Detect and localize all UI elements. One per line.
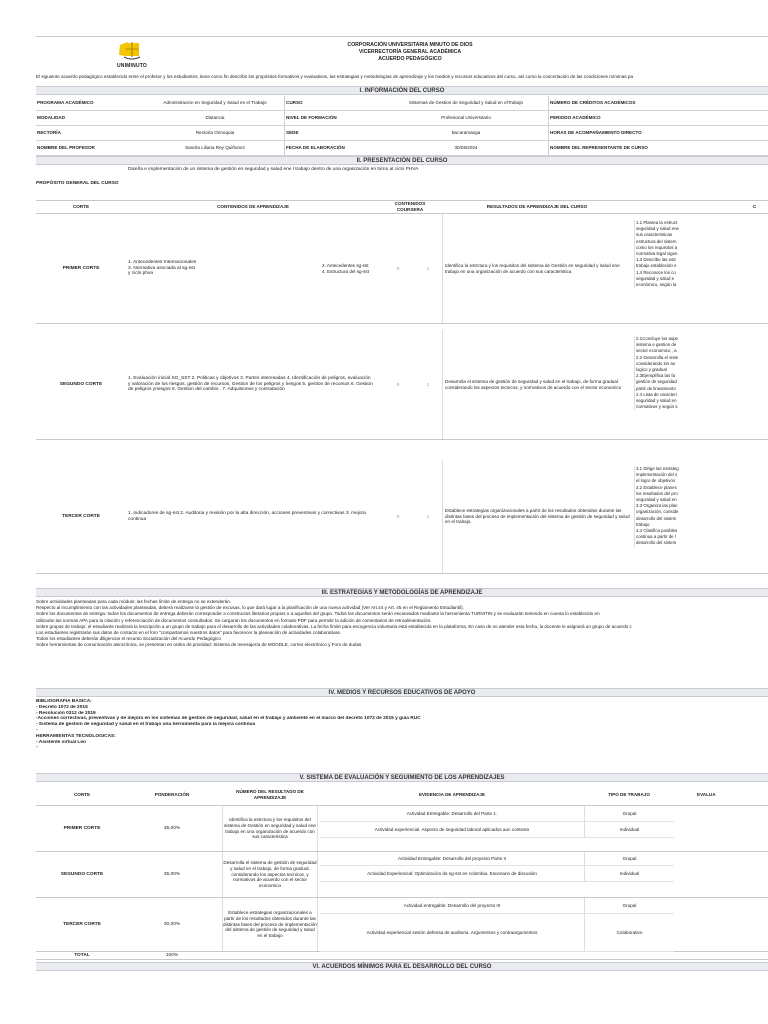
evaluation-row-3 [36,898,768,952]
criterio-line: 2.3Ejemplifica las fa [636,373,676,379]
corte-contenidos-2: 2. Antecedentes sg-sst 4. Estructura del sg-sst [322,262,369,274]
info-value: Administracion en Seguridad y Salud en el Trabajo [163,100,267,106]
col-coursera: CONTENIDOS COURSERA [394,201,426,212]
institution-header [180,42,640,63]
eval-evidencia: Actividad Entregable: Desarrollo del Parte 1. [320,806,584,822]
strategy-line: Sobre grupos de trabajo: el estudiante realizará la inscripción a un grupo de trabajo para el desarrollo de las actividades colaborativas. La fecha límite para escogencia voluntaria está establecida en la plataforma. En caso de no atender esta fecha, la docente le asignará un grupo de acuerdo c [36,623,632,629]
total-label: TOTAL [74,952,90,958]
strategy-line: Todos los estudiantes deberán diligenciar el recurso Socialización del Acuerdo Pedagógico [36,636,221,642]
evaluation-column-headers [36,784,768,806]
info-row-1 [36,96,768,111]
info-key: CURSO [284,96,384,110]
resource-line: BIBLIOGRAFÍA BÁSICA: [36,699,92,704]
eval-corte: SEGUNDO CORTE [60,871,104,877]
section-4-title: IV. MEDIOS Y RECURSOS EDUCATIVOS DE APOYO [36,688,768,697]
eval-tipo: Grupal [584,806,674,822]
resource-line: - [36,727,38,733]
evaluation-row-2 [36,852,768,898]
eval-tipo: Colaborativo [584,914,674,952]
logo-text: UNIMINUTO [116,63,148,69]
criterio-line: seguridad y salud en [636,398,677,404]
corte-contenidos: 1. Indicadores de sg-sst 2. Auditoria y revisión por la alta dirección, acciones preventivas y correctivas 3. mejora continua [128,510,366,522]
criterio-line: desarrollo del sistem [636,515,677,521]
criterio-line: 1.3 Describe las estr [636,257,677,263]
criterio-line: seguridad y salud ene [636,226,679,232]
section-3-title: III. ESTRATEGIAS Y METODOLOGÍAS DE APRENDIZAJE [36,588,768,597]
criterio-line: los resultados del pro [636,490,678,496]
coursera-value: 0 [396,513,400,519]
criterio-line: el logro de objetivos [636,478,676,484]
corte-label: PRIMER CORTE [62,265,100,271]
intro-text: El siguiente acuerdo pedagógico establecido entre el profesor y los estudiantes, tiene como fin describir los propósitos formativos y evaluativos, las estrategias y metodologías de aprendizaje y los medios y recursos educativos del curso, así como la concertación de las condiciones mínimas pa [36,74,633,79]
criterio-line: seguridad y salud e [636,275,675,281]
criterio-line: 3.1 Dirige las estrateg [636,466,679,471]
resources-text [36,699,768,751]
corte-label: TERCER CORTE [62,513,100,519]
coursera-value: 1 [426,381,430,387]
info-key: PROGRAMA ACADÉMICO [37,100,94,106]
eval-evidencia: Actividad experiencial. Aspecto de seguridad laboral aplicados aun contexto [320,822,584,838]
resource-line: - Sistema de gestion de seguridad y salud en el trabajo una herramienta para la mejora continua [36,722,256,728]
criterio-line: desarrollo del sistem [636,540,677,546]
coursera-value: 1 [426,265,430,271]
header-line-1: CORPORACIÓN UNIVERSITARIA MINUTO DE DIOS [347,42,473,48]
eval-ponderacion: 35,00% [163,825,181,831]
strategy-line: Respecto al incumplimiento con las actividades planteadas, deberá realizarse la gestión de excusas, lo que dará lugar a la planificación de una nueva actividad (Ver Art.44 y Art. 45 en el Reglamento Estudiantil). [36,605,464,611]
header-line-2: VICERRECTORÍA GENERAL ACADÉMICA [358,49,462,55]
resource-line: - Resolución 0312 de 2019 [36,710,96,716]
col-tipo: TIPO DE TRABAJO [608,791,650,797]
criterio-line: como los requisitos a [636,244,678,250]
corte-criterios [634,220,684,288]
eval-numero: Establece estrategias organizacionales a partir de los resultados obtenidos durante las distintas fases del proceso de implementación del sistema de gestión de seguridad y salud en el trabajo [222,898,318,951]
info-key: MODALIDAD [37,115,66,121]
criterio-line: gestión de seguridad [636,379,677,385]
eval-corte: PRIMER CORTE [63,825,101,831]
info-value: Distancia [205,115,225,121]
uniminuto-logo [112,40,152,70]
info-key: NOMBRE DEL PROFESOR [37,145,95,151]
coursera-value: 1 [426,513,430,519]
criterio-line: 2.2 Desarrolla el siste [636,354,679,360]
coursera-value: 0 [396,265,400,271]
criterio-line: 1.1 Plantea la estruct [636,220,678,225]
criterio-line: seguridad y salud en [636,497,677,503]
outcomes-column-headers [36,200,768,214]
criterio-line: considerando los as [636,360,676,366]
criterio-line: normativos y según s [636,404,678,410]
criterio-line: sistema e gestion de [636,342,677,348]
info-key: NOMBRE DEL REPRESENTANTE DE CURSO [548,141,768,155]
criterio-line: 3.3 Organiza las plan [636,503,678,509]
section-2-title: II. PRESENTACIÓN DEL CURSO [36,156,768,165]
criterio-line: continua a partir de l [636,534,676,540]
corte-resultado: Establece estrategias organizacionales a partir de los resultados obtenidos durante las distintas fases del proceso de implementación del sistema de gestión de seguridad y salud en el trabajo. [442,460,632,573]
header-line-3: ACUERDO PEDAGÓGICO [378,56,442,62]
criterio-line: sector economico , a [636,348,677,354]
corte-contenidos: 1. Evaluación inicial SG_SST 2. Politicas y objetivos 3. Partes interesadas 4, Identificación de peligros, evaluación y valoración de los riesgos, gestión de recursos, Gestion de los peligros y riesgos 5. gestion de recursos 6. Gestion de peligros yriesgos 6. Gestion del cambio . 7. Adquisiones y contratación [128,375,373,393]
info-key: RECTORÍA [37,130,61,136]
eval-numero: Desarrolla el sistema de gestión de seguridad y salud en el trabajo, de forma gradual, considerando los aspectos tecnicos, y normativos de acuerdo con el sector economico [222,852,318,897]
criterio-line: trabajo establecido e [636,263,677,269]
info-row-4 [36,141,768,156]
info-row-2 [36,111,768,126]
info-key: NÚMERO DE CRÉDITOS ACADÉMICOS [548,96,768,110]
eval-tipo: Grupal [584,898,674,914]
info-value: 30/08/2024 [454,145,478,151]
criterio-line: 3.4 Clasifica posibles [636,528,678,534]
col-corte: CORTE [72,204,90,210]
eval-corte: TERCER CORTE [63,921,101,927]
info-key: SEDE [284,126,384,140]
corte-label: SEGUNDO CORTE [59,381,103,387]
col-numero: NÚMERO DEL RESULTADO DE APRENDIZAJE [236,788,304,800]
strategy-line: Sobre herramientas de comunicación asincrónica, se presentan en orden de prioridad: Sistema de mensajería de MOODLE, correo electrónico y Foro de dudas [36,642,362,648]
info-value: Sistemas de Gestion de Seguridad y Salud en elTrabajo [408,100,524,106]
corte-row-3 [36,460,768,574]
criterio-line: 2.1Concluye los aspe [636,336,678,341]
strategy-line: Los estudiantes registrarán sus datos de contacto en el foro "compartamos nuestros datos" para favorecer la planeación de actividades colaborativas. [36,630,342,636]
info-value: Bucaramanga [451,130,481,136]
purpose-label: PROPÓSITO GENERAL DEL CURSO [36,181,119,186]
info-key: NIVEL DE FORMACIÓN [284,111,384,125]
eval-ponderacion: 30,00% [163,921,181,927]
strategy-line: Sobre los documentos de entrega: todos los documentos de entrega deberán corresponder a constructos literarios propios o a aquellos del grupo. Todos los documentos serán escaneados mediante la herramienta TURNITIN y se evaluarán teniendo en cuenta lo establecido en [36,611,600,617]
evaluation-row-1 [36,806,768,852]
criterio-line: 1.4 Reconoce los co [636,269,676,275]
resource-line: - Decreto 1072 de 2015 [36,704,88,710]
info-row-3 [36,126,768,141]
col-evalua: EVALUA [697,791,716,797]
col-evidencia: EVIDENCIA DE APRENDIZAJE [418,791,486,797]
section-1-title: I. INFORMACIÓN DEL CURSO [36,86,768,95]
info-key: HORAS DE ACOMPAÑAMIENTO DIRECTO [548,126,768,140]
corte-resultado: Desarrolla el sistema de gestión de seguridad y salud en el trabajo, de forma gradual considerando los aspectos tecnicos, y normativos de acuerdo con el sector economico [442,330,632,439]
resource-line: - Asistente virtual Leo [36,739,86,745]
info-value: Profesional Universitario [441,115,491,121]
corte-criterios [634,336,684,410]
criterio-line: logico y gradual [636,367,667,373]
criterio-line: 2.4 Lista de caracteri [636,391,677,397]
eval-evidencia: Actividad experiencial sesión defensa de auditoria. Argumentos y contraargumentos [320,914,584,952]
criterio-line: 3.2 Establece planes [636,484,677,490]
eval-evidencia: Actividad Experiencial: Optimización de sg-sst en colombia. Escenario de discusión [320,866,584,882]
criterio-line: trabajo [636,521,650,527]
corte-criterios [634,466,684,547]
info-value: Rectoria Orinoquia [195,130,235,136]
col-resultados: RESULTADOS DE APRENDIZAJE DEL CURSO [486,204,588,210]
col-ponderacion: PONDERACIÓN [154,791,190,797]
resource-line: -Acciones correctivas, preventivas y de mejora en los sistemas de gestión de seguridad, salud en el trabajo y ambiente en el marco del decreto 1072 de 2015 y guía RUC [36,716,421,722]
eval-tipo: Individual [584,866,674,882]
strategy-line: utilizarán las normas APA para la citación y referenciación de documentos consultados. Se cargarán los documentos en formato PDF para permitir la adición de comentarios de retroalimentación. [36,617,432,623]
info-key: FECHA DE ELABORACIÓN [284,141,384,155]
purpose-text: Diseña e implementación de un sistema de gestión en seguridad y salud ene l trabajo dentro de una organización en torno al ciclo PHVA [128,167,419,172]
corte-resultado: Identifica la estrctura y los requisitos del sistema de Gestión en seguridad y salud ene trabajo en una organización de acuerdo con sus caracteristica [442,214,632,323]
criterio-line: económico, según la [636,282,677,288]
info-key: PERIODO ACADÉMICO [548,111,768,125]
strategy-line: Sobre actividades planteadas para cada módulo: las fechas límite de entrega no se extenderán. [36,599,232,604]
resource-line: - [36,745,38,751]
evaluation-total-row [36,952,768,960]
col-criterios: C [753,204,757,210]
eval-tipo: Individual [584,822,674,838]
info-value: Sandra Liliana Rey Quiñonez [185,145,245,151]
strategies-text [36,599,768,649]
corte-row-1 [36,214,768,324]
corte-contenidos: 1. Antecedentes Internacionales 3. Normativa asociada al sg-sst y ciclo phva [128,259,197,277]
section-6-title: VI. ACUERDOS MÍNIMOS PARA EL DESARROLLO DEL CURSO [36,962,768,971]
section-5-title: V. SISTEMA DE EVALUACIÓN Y SEGUIMIENTO DE LOS APRENDIZAJES [36,773,768,782]
eval-evidencia: Actividad entregable: Desarrollo del proyecto III [320,898,584,914]
eval-evidencia: Actividad Entregable: Desarrollo del proyecto Parte II [320,852,584,866]
criterio-line: estructura del sistem [636,238,677,244]
col-contenidos: CONTENIDOS DE APRENDIZAJE [217,204,289,210]
col-corte: CORTE [73,791,91,797]
eval-ponderacion: 35,00% [163,871,181,877]
criterio-line: sus caracteristicas [636,232,673,238]
criterio-line: normativa legal vigen [636,251,678,257]
coursera-value: 0 [396,381,400,387]
criterio-line: partir de lineamiento [636,385,676,391]
resource-line: HERRAMIENTAS TECNOLÓGICAS: [36,733,116,739]
criterio-line: implementación del s [636,472,678,478]
eval-tipo: Grupal [584,852,674,866]
criterio-line: organización, conside [636,509,679,515]
corte-row-2 [36,330,768,440]
eval-numero: Identifica la estrctura y los requisitos del sistema de Gestión en seguridad y salud ene trabajo en una organización de acuerdo con sus caracteristica [222,806,318,851]
total-value: 100% [165,952,179,958]
